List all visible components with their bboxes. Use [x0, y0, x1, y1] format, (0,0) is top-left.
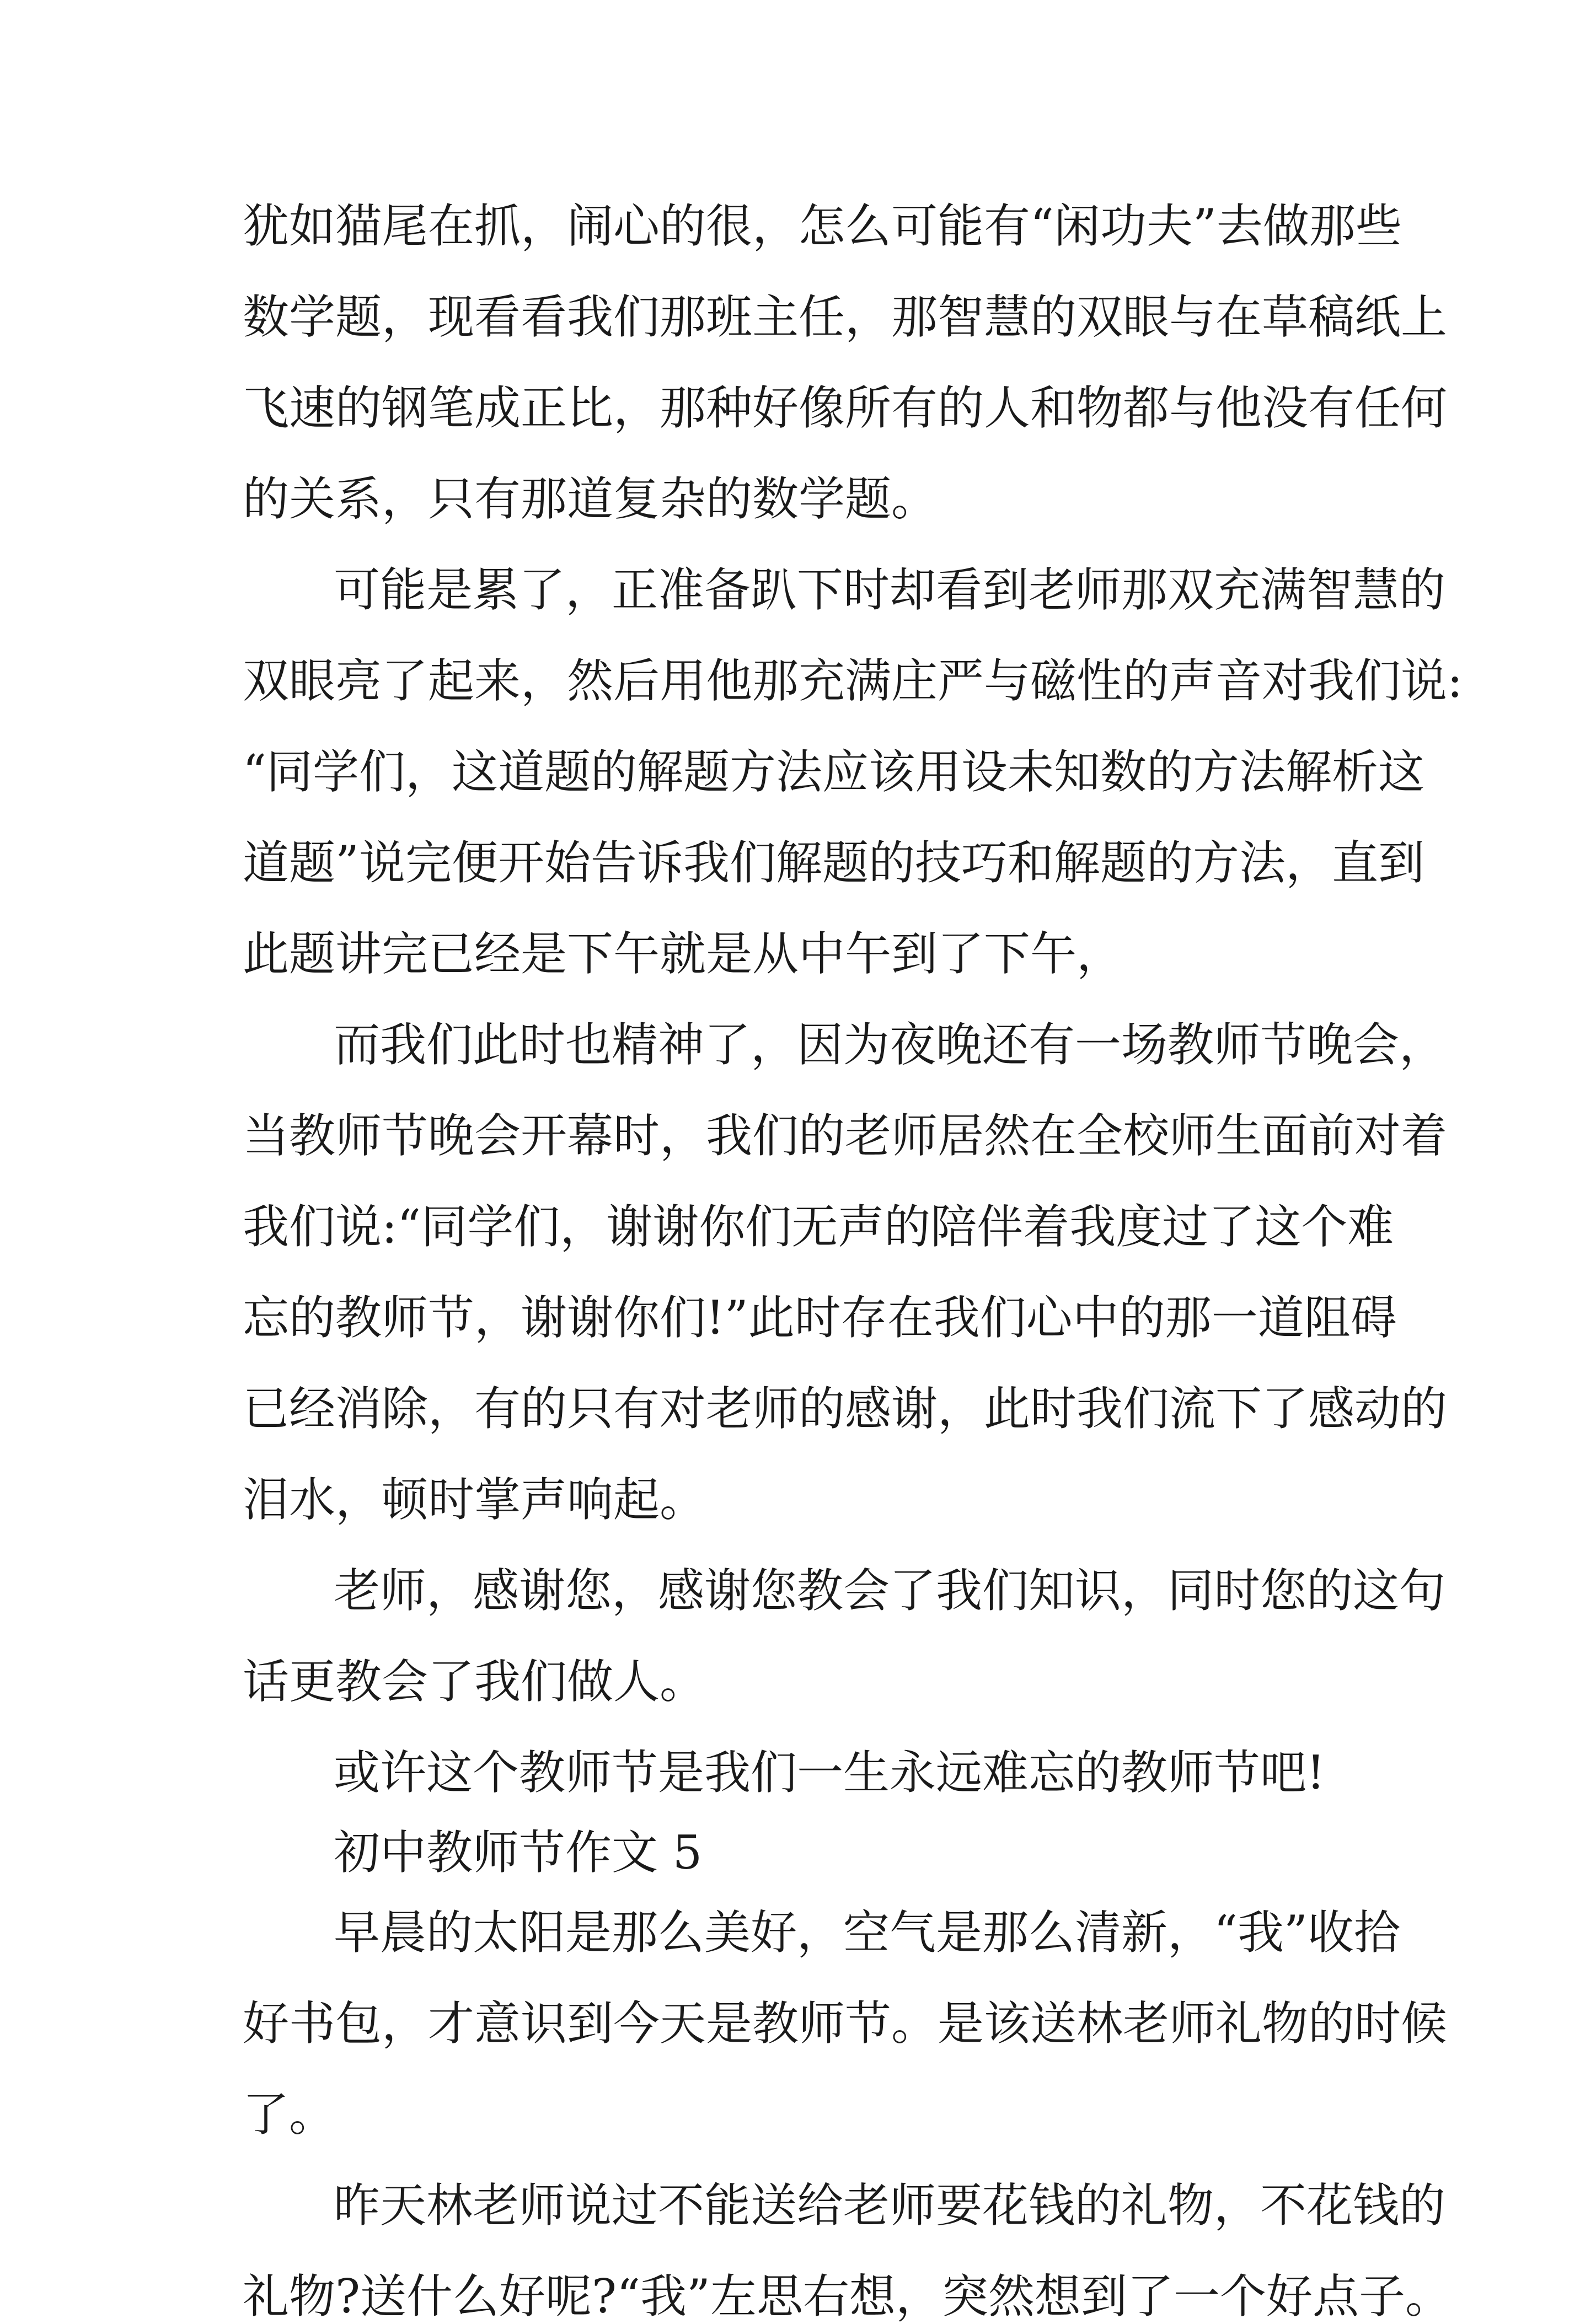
paragraph-start-line: 而我们此时也精神了，因为夜晚还有一场教师节晚会， [334, 1018, 1446, 1072]
text-line: 我们说:“同学们，谢谢你们无声的陪伴着我度过了这个难 [243, 1200, 1394, 1254]
text-line: 数学题，现看看我们那班主任，那智慧的双眼与在草稿纸上 [243, 290, 1448, 344]
text-line: 已经消除，有的只有对老师的感谢，此时我们流下了感动的 [243, 1382, 1448, 1436]
text-line: 当教师节晚会开幕时，我们的老师居然在全校师生面前对着 [243, 1109, 1448, 1163]
text-line: 双眼亮了起来，然后用他那充满庄严与磁性的声音对我们说: [243, 654, 1463, 708]
text-line: 了。 [243, 2087, 336, 2141]
text-line: 好书包，才意识到今天是教师节。是该送林老师礼物的时候 [243, 1996, 1448, 2051]
paragraph-start-line: 可能是累了，正准备趴下时却看到老师那双充满智慧的 [334, 563, 1446, 617]
text-line: 忘的教师节，谢谢你们!”此时存在我们心中的那一道阻碍 [243, 1291, 1397, 1345]
paragraph-start-line: 老师，感谢您，感谢您教会了我们知识，同时您的这句 [334, 1564, 1446, 1618]
text-line: 泪水，顿时掌声响起。 [243, 1473, 706, 1527]
text-line: 礼物?送什么好呢?“我”左思右想，突然想到了一个好点子。 [243, 2269, 1452, 2323]
text-line: 的关系，只有那道复杂的数学题。 [243, 472, 938, 526]
paragraph-start-line: 早晨的太阳是那么美好，空气是那么清新，“我”收拾 [334, 1906, 1400, 1960]
paragraph-start-line: 昨天林老师说过不能送给老师要花钱的礼物，不花钱的 [334, 2178, 1446, 2232]
text-line: 话更教会了我们做人。 [243, 1655, 706, 1709]
text-line: 道题”说完便开始告诉我们解题的技巧和解题的方法，直到 [243, 836, 1424, 890]
paragraph-start-line: 或许这个教师节是我们一生永远难忘的教师节吧! [334, 1746, 1325, 1800]
section-heading: 初中教师节作文 5 [334, 1826, 703, 1880]
text-line: “同学们，这道题的解题方法应该用设未知数的方法解析这 [243, 745, 1424, 799]
text-line: 飞速的钢笔成正比，那种好像所有的人和物都与他没有任何 [243, 381, 1448, 435]
text-line: 此题讲完已经是下午就是从中午到了下午， [243, 927, 1123, 981]
text-line: 犹如猫尾在抓，闹心的很，怎么可能有“闲功夫”去做那些 [243, 199, 1402, 253]
